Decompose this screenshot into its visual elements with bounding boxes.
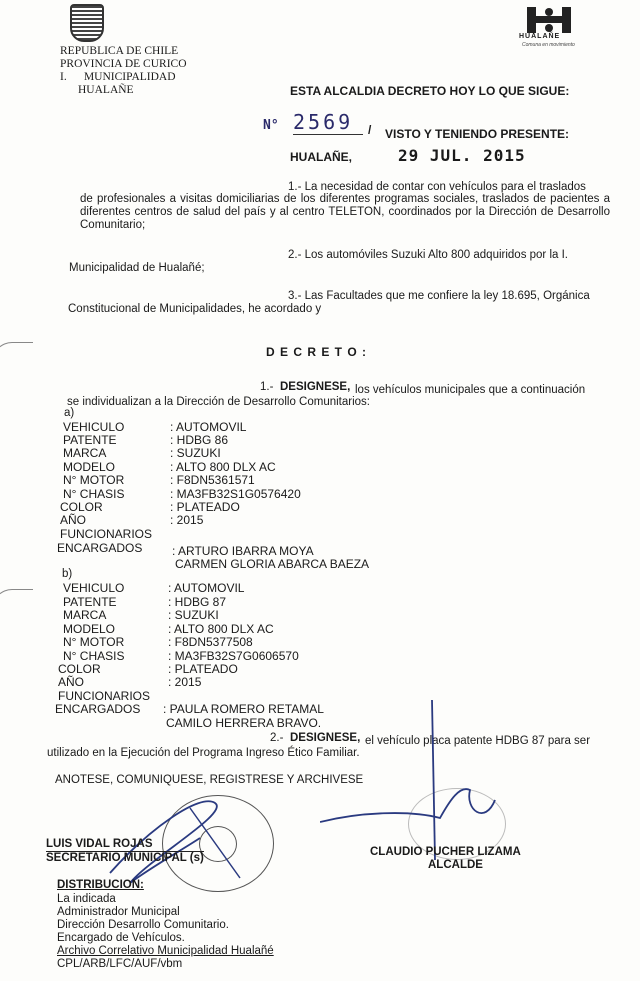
closing-formula: ANOTESE, COMUNIQUESE, REGISTRESE Y ARCHIVESE (55, 774, 364, 786)
item-1-designese: DESIGNESE, (280, 381, 351, 393)
field-label: FUNCIONARIOS (58, 689, 151, 703)
chile-coat-of-arms-icon (70, 4, 104, 42)
field-value: : F8DN5377508 (168, 635, 253, 649)
field-value: : ALTO 800 DLX AC (168, 622, 274, 636)
visto-heading: VISTO Y TENIENDO PRESENTE: (385, 127, 570, 141)
field-value: : MA3FB32S1G0576420 (170, 487, 301, 501)
field-label: MARCA (63, 446, 107, 460)
field-value: : HDBG 86 (170, 433, 229, 447)
punch-hole-mark (0, 342, 33, 363)
vehicle-a-marker: a) (64, 407, 75, 419)
field-value: : HDBG 87 (168, 595, 227, 609)
field-value: : PLATEADO (168, 662, 238, 676)
decree-number-prefix: N° (263, 118, 279, 133)
considerando-1-first: 1.- La necesidad de contar con vehículos para el traslados (288, 181, 586, 193)
considerando-3-body: Constitucional de Municipalidades, he acordado y (68, 303, 322, 315)
decreto-heading: D E C R E T O : (266, 345, 368, 359)
header-line: PROVINCIA DE CURICO (60, 58, 187, 70)
item-1-number: 1.- (260, 381, 274, 393)
punch-hole-mark (0, 589, 33, 610)
item-2-designese: DESIGNESE, (290, 732, 361, 744)
field-label: MODELO (63, 622, 116, 636)
field-label: N° CHASIS (63, 487, 125, 501)
decree-number: 2569 (293, 110, 363, 135)
secretary-name: LUIS VIDAL ROJAS (46, 838, 153, 850)
field-label: VEHICULO (63, 420, 125, 434)
field-label: AÑO (60, 513, 87, 527)
hualane-logo-icon (526, 6, 572, 34)
field-label: MARCA (63, 608, 107, 622)
field-value: : ARTURO IBARRA MOYA (172, 544, 314, 558)
slash-mark: / (368, 123, 372, 137)
field-value: : MA3FB32S7G0606570 (168, 649, 299, 663)
field-label: MODELO (63, 460, 116, 474)
field-label: PATENTE (63, 433, 117, 447)
mayor-title: ALCALDE (428, 859, 483, 871)
field-value: : SUZUKI (170, 446, 221, 460)
distribution-item: La indicada (57, 893, 116, 905)
decree-date-stamp: 29 JUL. 2015 (398, 146, 526, 165)
field-label: FUNCIONARIOS (60, 527, 153, 541)
considerando-3-first: 3.- Las Facultades que me confiere la ley 18.695, Orgánica (288, 290, 590, 302)
item-2-body: utilizado en la Ejecución del Programa Ingreso Ético Familiar. (47, 747, 360, 759)
decree-title: ESTA ALCALDIA DECRETO HOY LO QUE SIGUE: (290, 84, 570, 98)
field-value: CARMEN GLORIA ABARCA BAEZA (175, 557, 370, 571)
field-value: : AUTOMOVIL (168, 581, 245, 595)
field-value: : 2015 (168, 675, 202, 689)
item-2-first: el vehículo placa patente HDBG 87 para ser (365, 735, 591, 747)
field-label: ENCARGADOS (55, 702, 141, 716)
field-label: VEHICULO (63, 581, 125, 595)
field-value: : SUZUKI (168, 608, 219, 622)
field-label: N° CHASIS (63, 649, 125, 663)
field-value: : PLATEADO (170, 500, 240, 514)
distribution-item: Administrador Municipal (57, 906, 180, 918)
distribution-heading: DISTRIBUCION: (57, 879, 144, 891)
considerando-2-body: Municipalidad de Hualañé; (69, 262, 205, 274)
item-2-number: 2.- (270, 732, 284, 744)
field-label: COLOR (58, 662, 101, 676)
distribution-item: Archivo Correlativo Municipalidad Hualañé (57, 945, 274, 957)
header-line: I. MUNICIPALIDAD (60, 71, 176, 83)
field-label: COLOR (60, 500, 103, 514)
logo-tagline: Comuna en movimiento (522, 42, 575, 48)
field-label: PATENTE (63, 595, 117, 609)
header-line: REPUBLICA DE CHILE (60, 45, 179, 57)
header-line: HUALAÑE (78, 84, 134, 96)
considerando-2-first: 2.- Los automóviles Suzuki Alto 800 adquiridos por la I. (288, 249, 568, 261)
field-label: ENCARGADOS (57, 541, 143, 555)
mayor-name: CLAUDIO PUCHER LIZAMA (370, 846, 521, 858)
vehicle-b-marker: b) (62, 568, 73, 580)
distribution-item: Encargado de Vehículos. (57, 932, 185, 944)
considerando-1-body: de profesionales a visitas domiciliarias de los diferentes programas sociales, traslados de pacientes a diferentes centros de salud del país y al centro TELETON, coordinados por la Dirección de Desarrollo Comunitario; (80, 193, 610, 231)
field-value: : AUTOMOVIL (170, 420, 247, 434)
field-value: : 2015 (170, 513, 204, 527)
logo-name: HUALAÑE (519, 33, 561, 40)
field-value: : ALTO 800 DLX AC (170, 460, 276, 474)
field-label: N° MOTOR (63, 473, 125, 487)
field-label: AÑO (58, 675, 85, 689)
field-label: N° MOTOR (63, 635, 125, 649)
field-value: CAMILO HERRERA BRAVO. (166, 716, 322, 730)
secretary-title: SECRETARIO MUNICIPAL (s) (46, 852, 204, 864)
item-1-body: se individualizan a la Dirección de Desarrollo Comunitarios: (67, 396, 370, 408)
distribution-item: Dirección Desarrollo Comunitario. (57, 919, 229, 931)
distribution-item: CPL/ARB/LFC/AUF/vbm (57, 958, 183, 970)
place-label: HUALAÑE, (290, 150, 352, 164)
header-institution (60, 45, 187, 97)
distribution-list (57, 893, 274, 971)
field-value: : PAULA ROMERO RETAMAL (163, 702, 324, 716)
field-value: : F8DN5361571 (170, 473, 255, 487)
item-1-first: los vehículos municipales que a continuación (355, 384, 586, 396)
